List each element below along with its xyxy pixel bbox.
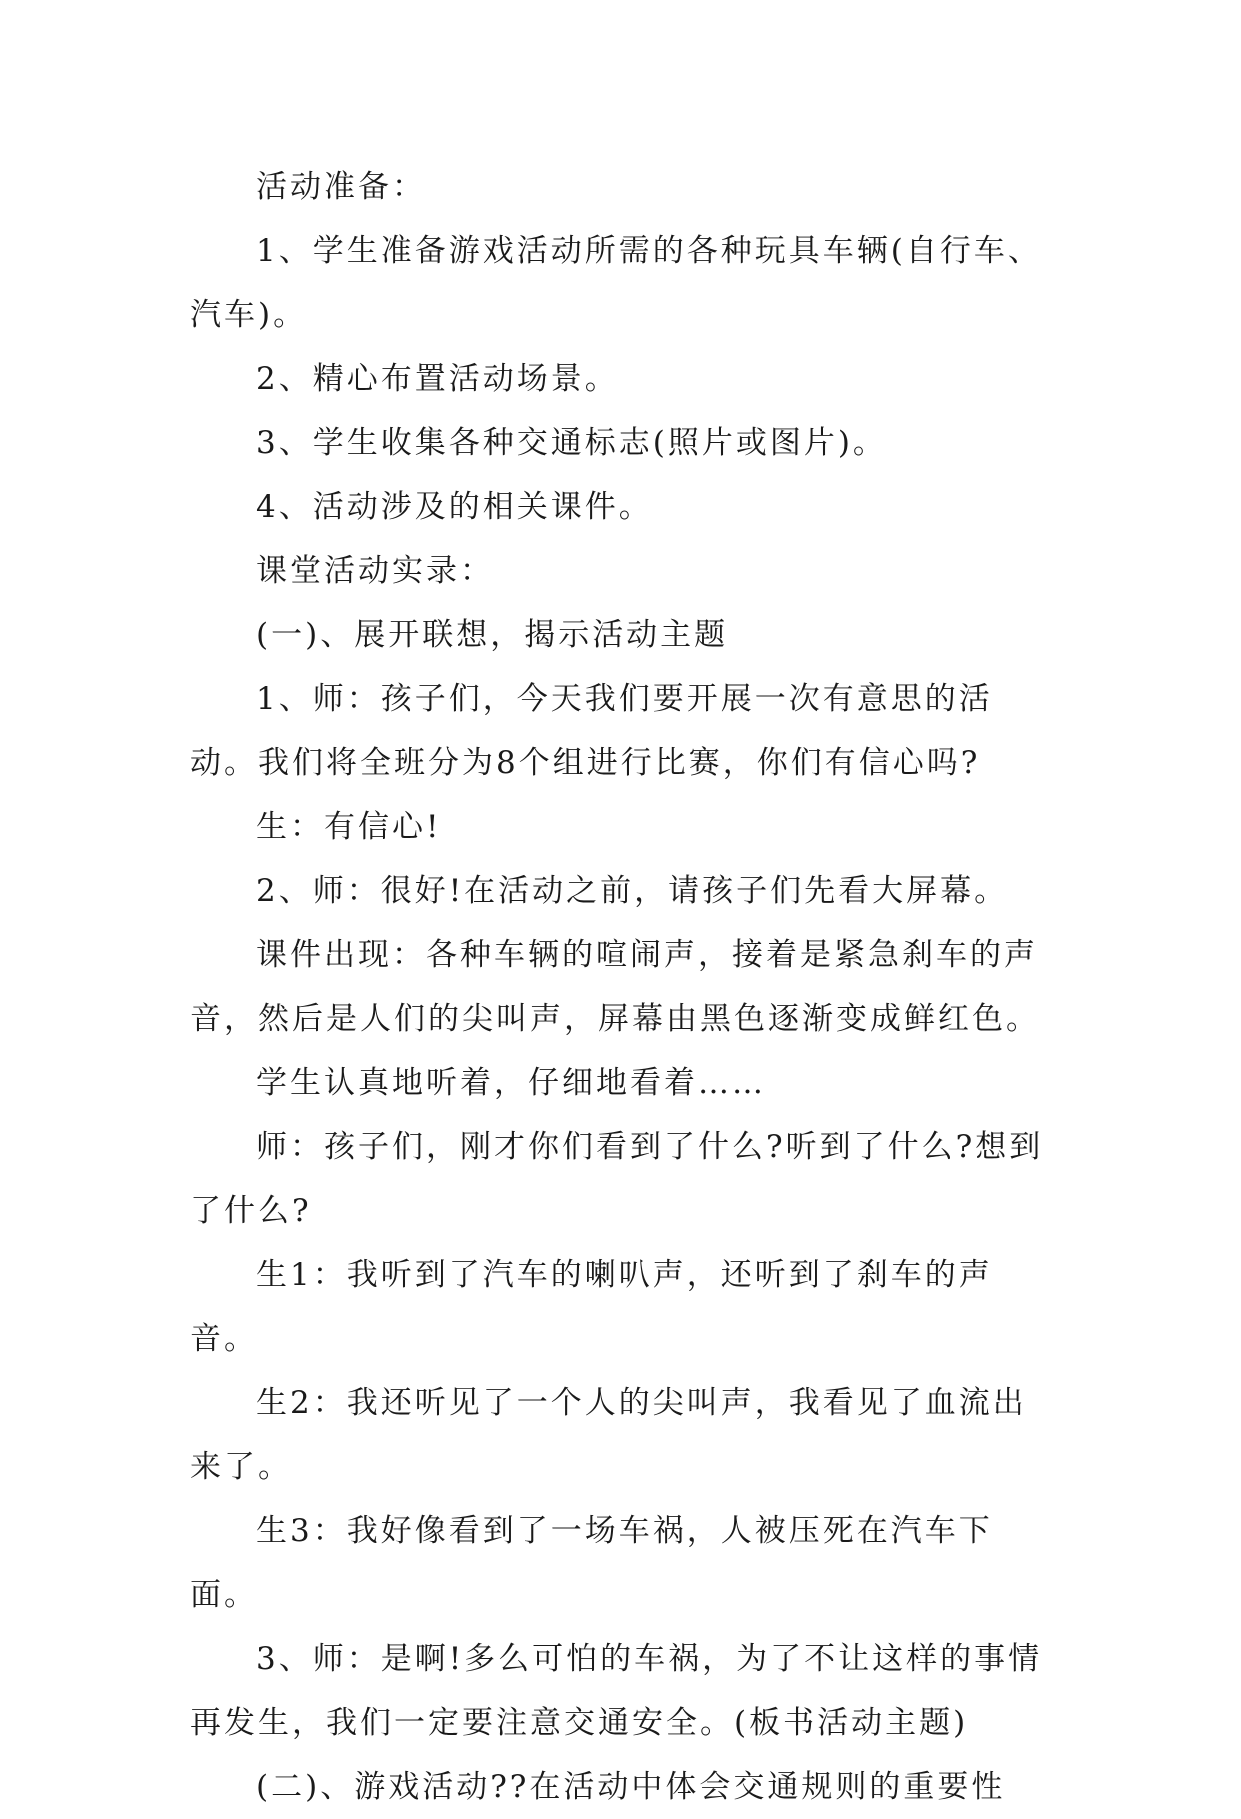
paragraph: 4、活动涉及的相关课件。: [256, 489, 653, 525]
subsection-heading-2: (二)、游戏活动??在活动中体会交通规则的重要性: [256, 1769, 1006, 1805]
section-heading-preparation: 活动准备：: [256, 169, 426, 205]
paragraph: 生3：我好像看到了一场车祸，人被压死在汽车下面。: [190, 1513, 993, 1613]
paragraph: 1、师：孩子们，今天我们要开展一次有意思的活动。我们将全班分为8个组进行比赛，你们有信心吗?: [190, 681, 993, 781]
paragraph: 课件出现：各种车辆的喧闹声，接着是紧急刹车的声音，然后是人们的尖叫声，屏幕由黑色逐渐变成鲜红色。: [190, 937, 1040, 1037]
paragraph: 生1：我听到了汽车的喇叭声，还听到了刹车的声音。: [190, 1257, 993, 1357]
document-body: [190, 155, 1050, 1819]
paragraph: 2、师：很好!在活动之前，请孩子们先看大屏幕。: [256, 873, 1009, 909]
paragraph: 学生认真地听着，仔细地看着……: [256, 1065, 766, 1101]
paragraph: 生：有信心!: [256, 809, 442, 845]
paragraph: 3、师：是啊!多么可怕的车祸，为了不让这样的事情再发生，我们一定要注意交通安全。(板书活动主题): [190, 1641, 1043, 1741]
paragraph: 1、学生准备游戏活动所需的各种玩具车辆(自行车、汽车)。: [190, 233, 1042, 333]
paragraph: 3、学生收集各种交通标志(照片或图片)。: [256, 425, 887, 461]
paragraph: 师：孩子们，刚才你们看到了什么?听到了什么?想到了什么?: [190, 1129, 1044, 1229]
paragraph: 2、精心布置活动场景。: [256, 361, 619, 397]
section-heading-classroom-record: 课堂活动实录：: [256, 553, 494, 589]
paragraph: 生2：我还听见了一个人的尖叫声，我看见了血流出来了。: [190, 1385, 1027, 1485]
subsection-heading-1: (一)、展开联想，揭示活动主题: [256, 617, 729, 653]
